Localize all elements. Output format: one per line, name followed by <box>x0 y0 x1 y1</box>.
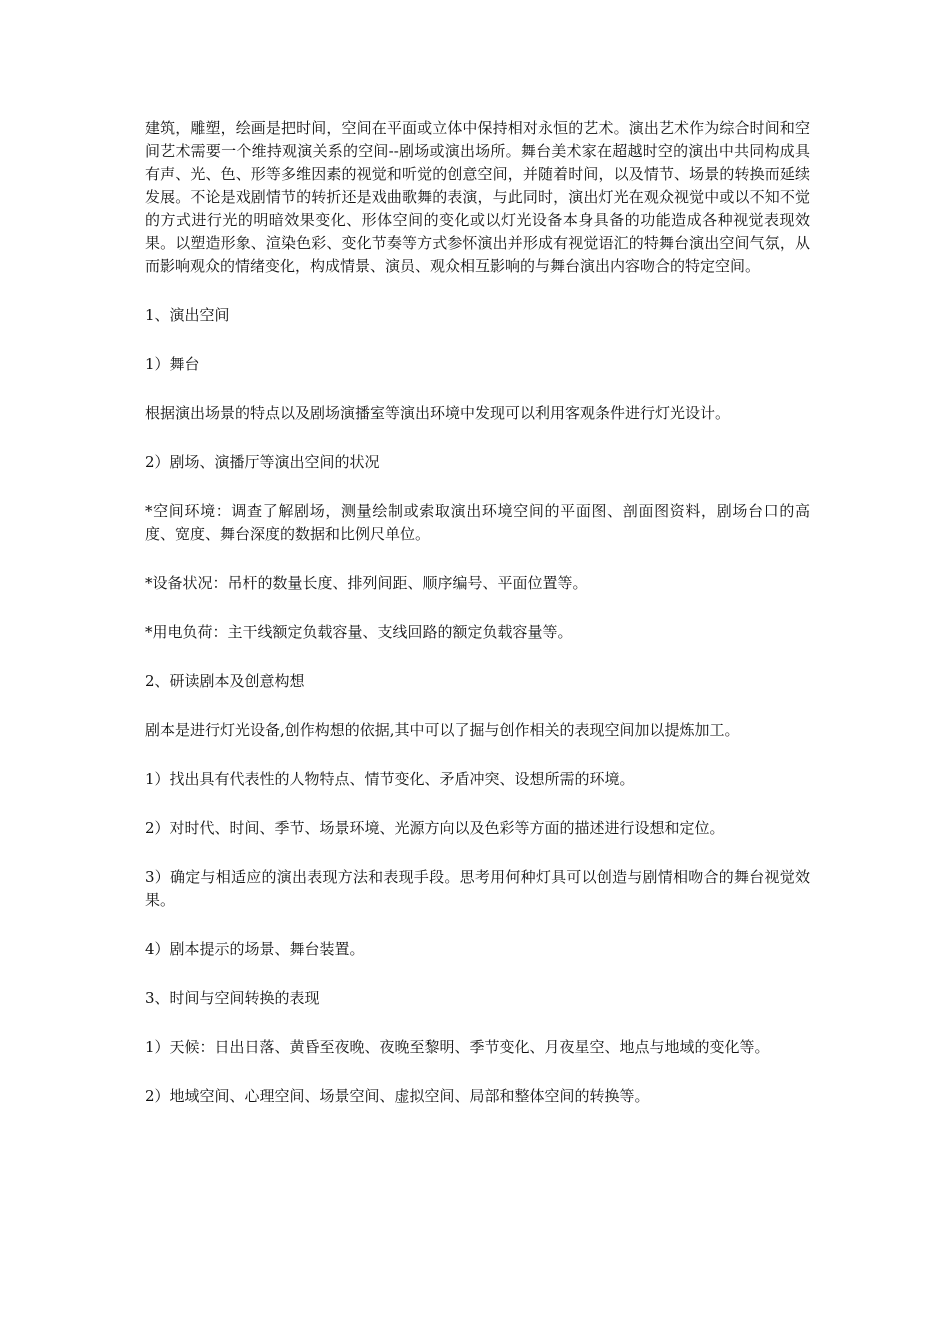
document-body <box>145 117 810 1134</box>
subheading-theater-conditions: 2）剧场、演播厅等演出空间的状况 <box>145 453 380 471</box>
section-heading-time-space: 3、时间与空间转换的表现 <box>145 989 320 1007</box>
bullet-equipment-status: *设备状况：吊杆的数量长度、排列间距、顺序编号、平面位置等。 <box>145 574 588 592</box>
list-item-characters: 1）找出具有代表性的人物特点、情节变化、矛盾冲突、设想所需的环境。 <box>145 770 635 788</box>
list-item-space-types: 2）地域空间、心理空间、场景空间、虚拟空间、局部和整体空间的转换等。 <box>145 1087 650 1105</box>
list-item-weather: 1）天候：日出日落、黄昏至夜晚、夜晚至黎明、季节变化、月夜星空、地点与地域的变化等。 <box>145 1038 770 1056</box>
section-heading-performance-space: 1、演出空间 <box>145 306 230 324</box>
intro-paragraph: 建筑，雕塑，绘画是把时间，空间在平面或立体中保持相对永恒的艺术。演出艺术作为综合时间和空间艺术需要一个维持观演关系的空间--剧场或演出场所。舞台美术家在超越时空的演出中共同构成具有声、光、色、形等多维因素的视觉和听觉的创意空间，并随着时间，以及情节、场景的转换而延续发展。不论是戏剧情节的转折还是戏曲歌舞的表演，与此同时，演出灯光在观众视觉中或以不知不觉的方式进行光的明暗效果变化、形体空间的变化或以灯光设备本身具备的功能造成各种视觉表现效果。以塑造形象、渲染色彩、变化节奏等方式参怀演出并形成有视觉语汇的特舞台演出空间气氛，从而影响观众的情绪变化，构成情景、演员、观众相互影响的与舞台演出内容吻合的特定空间。 <box>145 119 810 275</box>
paragraph-script: 剧本是进行灯光设备,创作构想的依据,其中可以了掘与创作相关的表现空间加以提炼加工。 <box>145 721 740 739</box>
list-item-scenes: 4）剧本提示的场景、舞台装置。 <box>145 940 365 958</box>
bullet-power-load: *用电负荷：主干线额定负载容量、支线回路的额定负载容量等。 <box>145 623 573 641</box>
subheading-stage: 1）舞台 <box>145 355 200 373</box>
paragraph-stage-design: 根据演出场景的特点以及剧场演播室等演出环境中发现可以利用客观条件进行灯光设计。 <box>145 404 731 422</box>
section-heading-script-study: 2、研读剧本及创意构想 <box>145 672 305 690</box>
bullet-space-environment: *空间环境：调查了解剧场，测量绘制或索取演出环境空间的平面图、剖面图资料，剧场台口的高度、宽度、舞台深度的数据和比例尺单位。 <box>145 502 810 543</box>
list-item-methods: 3）确定与相适应的演出表现方法和表现手段。思考用何种灯具可以创造与剧情相吻合的舞台视觉效果。 <box>145 868 810 909</box>
list-item-era-time: 2）对时代、时间、季节、场景环境、光源方向以及色彩等方面的描述进行设想和定位。 <box>145 819 725 837</box>
